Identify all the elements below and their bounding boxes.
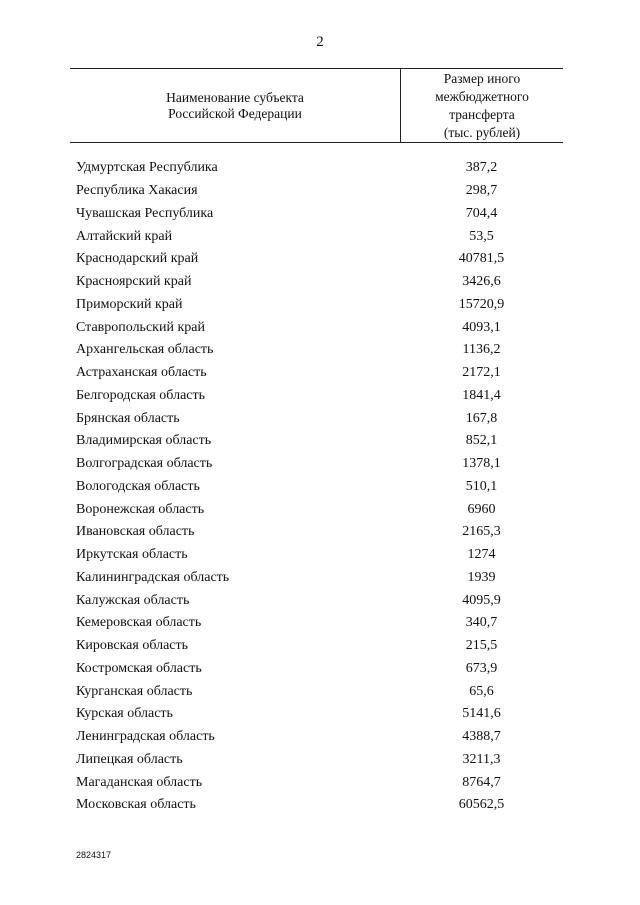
header-region-name	[70, 69, 400, 142]
region-name: Белгородская область	[76, 387, 206, 403]
table-row	[70, 157, 563, 180]
region-name: Волгоградская область	[76, 456, 213, 472]
transfer-value: 2165,3	[462, 524, 501, 540]
table-row	[70, 339, 563, 362]
header-amount-line: межбюджетного	[435, 88, 529, 104]
transfer-value: 65,6	[469, 683, 494, 699]
region-name: Ставропольский край	[76, 319, 205, 335]
transfer-value: 60562,5	[458, 797, 505, 813]
transfer-value: 40781,5	[458, 251, 505, 267]
region-name: Вологодская область	[76, 478, 200, 494]
table-row	[70, 362, 563, 385]
region-name: Московская область	[76, 797, 196, 813]
table-body	[70, 157, 563, 817]
table-row	[70, 225, 563, 248]
transfer-value: 3211,3	[462, 751, 501, 767]
table-row	[70, 635, 563, 658]
transfer-value: 298,7	[465, 183, 498, 199]
region-name: Красноярский край	[76, 274, 192, 290]
table-row	[70, 294, 563, 317]
table-row	[70, 476, 563, 499]
transfer-value: 1274	[467, 547, 496, 563]
transfer-value: 387,2	[465, 160, 498, 176]
table-row	[70, 203, 563, 226]
table-row	[70, 658, 563, 681]
transfer-value: 8764,7	[462, 774, 501, 790]
table-row	[70, 544, 563, 567]
region-name: Удмуртская Республика	[76, 160, 218, 176]
transfer-value: 6960	[467, 501, 496, 517]
region-name: Кировская область	[76, 638, 189, 654]
table-row	[70, 749, 563, 772]
table-row	[70, 248, 563, 271]
header-transfer-amount	[400, 69, 563, 142]
transfer-value: 1136,2	[462, 342, 501, 358]
header-region-line: Наименование субъекта	[166, 89, 304, 105]
region-name: Республика Хакасия	[76, 183, 198, 199]
transfer-value: 1378,1	[462, 456, 501, 472]
region-name: Калужская область	[76, 592, 190, 608]
transfer-value: 53,5	[469, 228, 494, 244]
transfer-value: 4093,1	[462, 319, 501, 335]
table-row	[70, 521, 563, 544]
table-header	[70, 68, 563, 143]
transfer-value: 215,5	[465, 638, 498, 654]
table-row	[70, 453, 563, 476]
region-name: Костромская область	[76, 660, 202, 676]
region-name: Курская область	[76, 706, 173, 722]
table-row	[70, 567, 563, 590]
region-name: Чувашская Республика	[76, 205, 214, 221]
region-name: Ивановская область	[76, 524, 195, 540]
table-row	[70, 180, 563, 203]
table-row	[70, 726, 563, 749]
transfer-value: 15720,9	[458, 296, 505, 312]
region-name: Архангельская область	[76, 342, 214, 358]
table-row	[70, 407, 563, 430]
document-code: 2824317	[76, 850, 112, 860]
region-name: Ленинградская область	[76, 729, 215, 745]
table-row	[70, 271, 563, 294]
transfer-value: 2172,1	[462, 365, 501, 381]
transfer-value: 1841,4	[462, 387, 501, 403]
table-row	[70, 498, 563, 521]
transfer-value: 167,8	[465, 410, 498, 426]
transfer-value: 5141,6	[462, 706, 501, 722]
region-name: Кемеровская область	[76, 615, 202, 631]
table-row	[70, 612, 563, 635]
region-name: Астраханская область	[76, 365, 207, 381]
region-name: Краснодарский край	[76, 251, 199, 267]
region-name: Калининградская область	[76, 569, 230, 585]
transfer-value: 1939	[467, 569, 496, 585]
transfer-value: 510,1	[465, 478, 498, 494]
header-region-line: Российской Федерации	[168, 105, 302, 121]
region-name: Иркутская область	[76, 547, 188, 563]
region-name: Брянская область	[76, 410, 180, 426]
transfer-value: 852,1	[465, 433, 498, 449]
region-name: Приморский край	[76, 296, 183, 312]
region-name: Магаданская область	[76, 774, 203, 790]
table-row	[70, 680, 563, 703]
region-name: Алтайский край	[76, 228, 173, 244]
table-row	[70, 385, 563, 408]
transfer-value: 340,7	[465, 615, 498, 631]
table-row	[70, 703, 563, 726]
header-amount-line: Размер иного	[443, 70, 521, 86]
table-row	[70, 589, 563, 612]
transfer-table	[70, 68, 563, 817]
table-row	[70, 316, 563, 339]
page-number: 2	[316, 34, 324, 50]
region-name: Воронежская область	[76, 501, 205, 517]
table-row	[70, 771, 563, 794]
transfer-value: 704,4	[465, 205, 498, 221]
transfer-value: 673,9	[465, 660, 498, 676]
region-name: Курганская область	[76, 683, 193, 699]
transfer-value: 3426,6	[462, 274, 501, 290]
transfer-value: 4095,9	[462, 592, 501, 608]
region-name: Липецкая область	[76, 751, 183, 767]
table-row	[70, 430, 563, 453]
transfer-value: 4388,7	[462, 729, 501, 745]
header-amount-line: (тыс. рублей)	[443, 124, 521, 140]
table-row	[70, 794, 563, 817]
region-name: Владимирская область	[76, 433, 212, 449]
header-amount-line: трансферта	[449, 106, 515, 122]
